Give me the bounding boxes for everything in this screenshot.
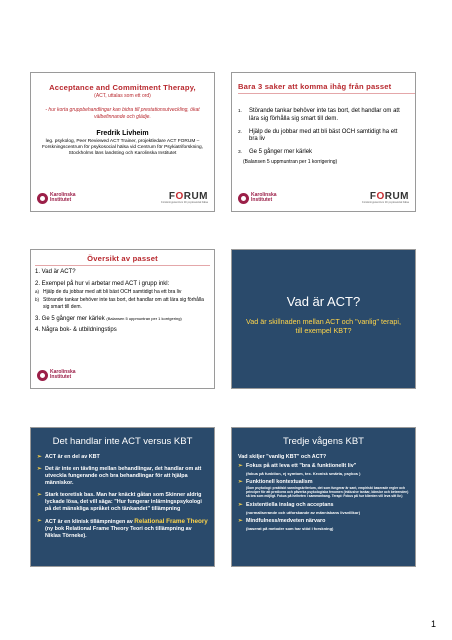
slide-6-title: Tredje vågens KBT [283, 436, 364, 447]
slide-5-title: Det handlar inte ACT versus KBT [52, 436, 193, 447]
slide-6-list [238, 463, 409, 531]
slide-6 [231, 427, 416, 567]
bullet-arrow-icon: ➢ [238, 463, 243, 469]
logo-bar [37, 367, 208, 383]
slide-1-tagline: - hur korta gruppbehandlingar kan bidra till prestationsutveckling, ökat välbefinnande och glädje. [45, 107, 200, 120]
agenda [35, 269, 208, 333]
karolinska-seal-icon [37, 370, 48, 381]
author-name: Fredrik Livheim [96, 130, 149, 137]
agenda-subitem: b) Störande tankar behöver inte tas bort, det handlar om att lära sig förhålla sig smart till dem. [35, 297, 204, 310]
slide-3 [30, 249, 215, 389]
key-points-list [238, 108, 407, 157]
slide-4-question: Vad är skillnaden mellan ACT och "vanlig" terapi, till exempel KBT? [245, 317, 402, 336]
bullet-arrow-icon: ➢ [238, 517, 243, 524]
list-item: ➢ Stark teoretisk bas. Man har knäckt gåtan som Skinner aldrig lyckade lösa, det vill säga: "Hur fungerar inlärningspsykologi på det mänskliga språket och tänkandet" tillämpning [37, 492, 202, 513]
slide-5-list [37, 454, 208, 540]
logo-bar [37, 190, 208, 206]
agenda-item: 4. Några bok- & utbildningstips [35, 326, 117, 333]
page-number: 1 [430, 619, 436, 629]
list-item: 1. Störande tankar behöver inte tas bort, det handlar om att lära sig förhålla sig smart till dem. [238, 108, 400, 122]
bullet-arrow-icon: ➢ [37, 454, 42, 460]
slide-1-title: Acceptance and Commitment Therapy, [49, 83, 196, 92]
bullet-arrow-icon: ➢ [37, 518, 42, 525]
list-item: ➢ Det är inte en tävling mellan behandlingar, det handlar om att utveckla fungerande och bra behandlingar för att hjälpa människor. [37, 466, 202, 487]
karolinska-seal-icon [37, 193, 48, 204]
karolinska-logo: Karolinska Institutet [37, 370, 76, 381]
slide-3-title: Översikt av passet [35, 254, 210, 266]
karolinska-logo: Karolinska Institutet [238, 193, 277, 204]
slide-5 [30, 427, 215, 567]
karolinska-seal-icon [238, 193, 249, 204]
balance-note: (Balansen 5 uppmuntran per 1 korrigering) [243, 158, 338, 165]
list-item: ➢ ACT är en del av KBT [37, 454, 100, 460]
agenda-item: 3. Ge 5 gånger mer kärlek (Balansen 5 uppmuntran per 1 korrigering) [35, 315, 182, 322]
slide-2-title: Bara 3 saker att komma ihåg från passet [238, 82, 415, 94]
karolinska-logo: Karolinska Institutet [37, 193, 76, 204]
bullet-arrow-icon: ➢ [238, 501, 243, 508]
slide-1-subtitle: (ACT, uttalas som ett ord) [94, 93, 151, 99]
bullet-arrow-icon: ➢ [238, 479, 243, 486]
list-item: 2. Hjälp de du jobbar med att bli bäst OCH samtidigt ha ett bra liv [238, 128, 398, 143]
forum-logo: FORUM Forskningscentrum för psykosocial hälsa [362, 190, 409, 204]
agenda-subitem: a) Hjälp de du jobbar med att bli bäst OCH samtidigt ha ett bra liv [35, 289, 182, 295]
list-item: ➢ ACT är en klinisk tillämpningen av Relational Frame Theory (ny bok Relational Frame Theory Teori och tillämpning av Niklas Törneke). [37, 518, 208, 540]
author-bio: leg. psykolog, Peer Reviewed ACT Trainer, projektledare ACT FORUM – Forskningscentrum för psykosocial hälsa vid Centrum för Psykiatriforskning, Stockholms läns landsting och Karolinska Institutet [41, 139, 204, 157]
list-item: ➢ Mindfulness/medveten närvaro (baserat på metoder som har stöd i forskning) [238, 517, 334, 531]
slide-4 [231, 249, 416, 389]
slide-4-title: Vad är ACT? [286, 294, 361, 309]
agenda-item: 2. Exempel på hur vi arbetar med ACT i grupp inkl: [35, 281, 170, 287]
list-item: ➢ Fokus på att leva ett "bra & funktionellt liv" (fokus på funktion, ej symtom, tex. Kronisk smärta, psykos ) [238, 463, 361, 477]
logo-bar [238, 190, 409, 206]
list-item: 3. Ge 5 gånger mer kärlek [238, 149, 313, 156]
slide-2 [231, 72, 416, 212]
forum-logo: FORUM Forskningscentrum för psykosocial hälsa [161, 190, 208, 204]
list-item: ➢ Existentiella inslag och acceptans (normaliserande och utforskande av människans livsvillkor) [238, 501, 361, 515]
bullet-arrow-icon: ➢ [37, 492, 42, 499]
slide-6-lead: Vad skiljer "vanlig KBT" och ACT? [238, 454, 327, 460]
agenda-item: 1. Vad är ACT? [35, 269, 76, 275]
list-item: ➢ Funktionell kontextualism (Som psykologi: praktiskt sanningskriterium, det som fungerar är sant, empiriskt baserade regler och principer för att predicera och påverka psykologiska fenomen (inklusive tankar, känslor och beteenden) så bra som möjligt. Fokus på helheten i sammanhang. Terapi: Fokus på hur klienten vill leva sitt liv.) [238, 479, 409, 498]
bullet-arrow-icon: ➢ [37, 466, 42, 473]
slide-1 [30, 72, 215, 212]
